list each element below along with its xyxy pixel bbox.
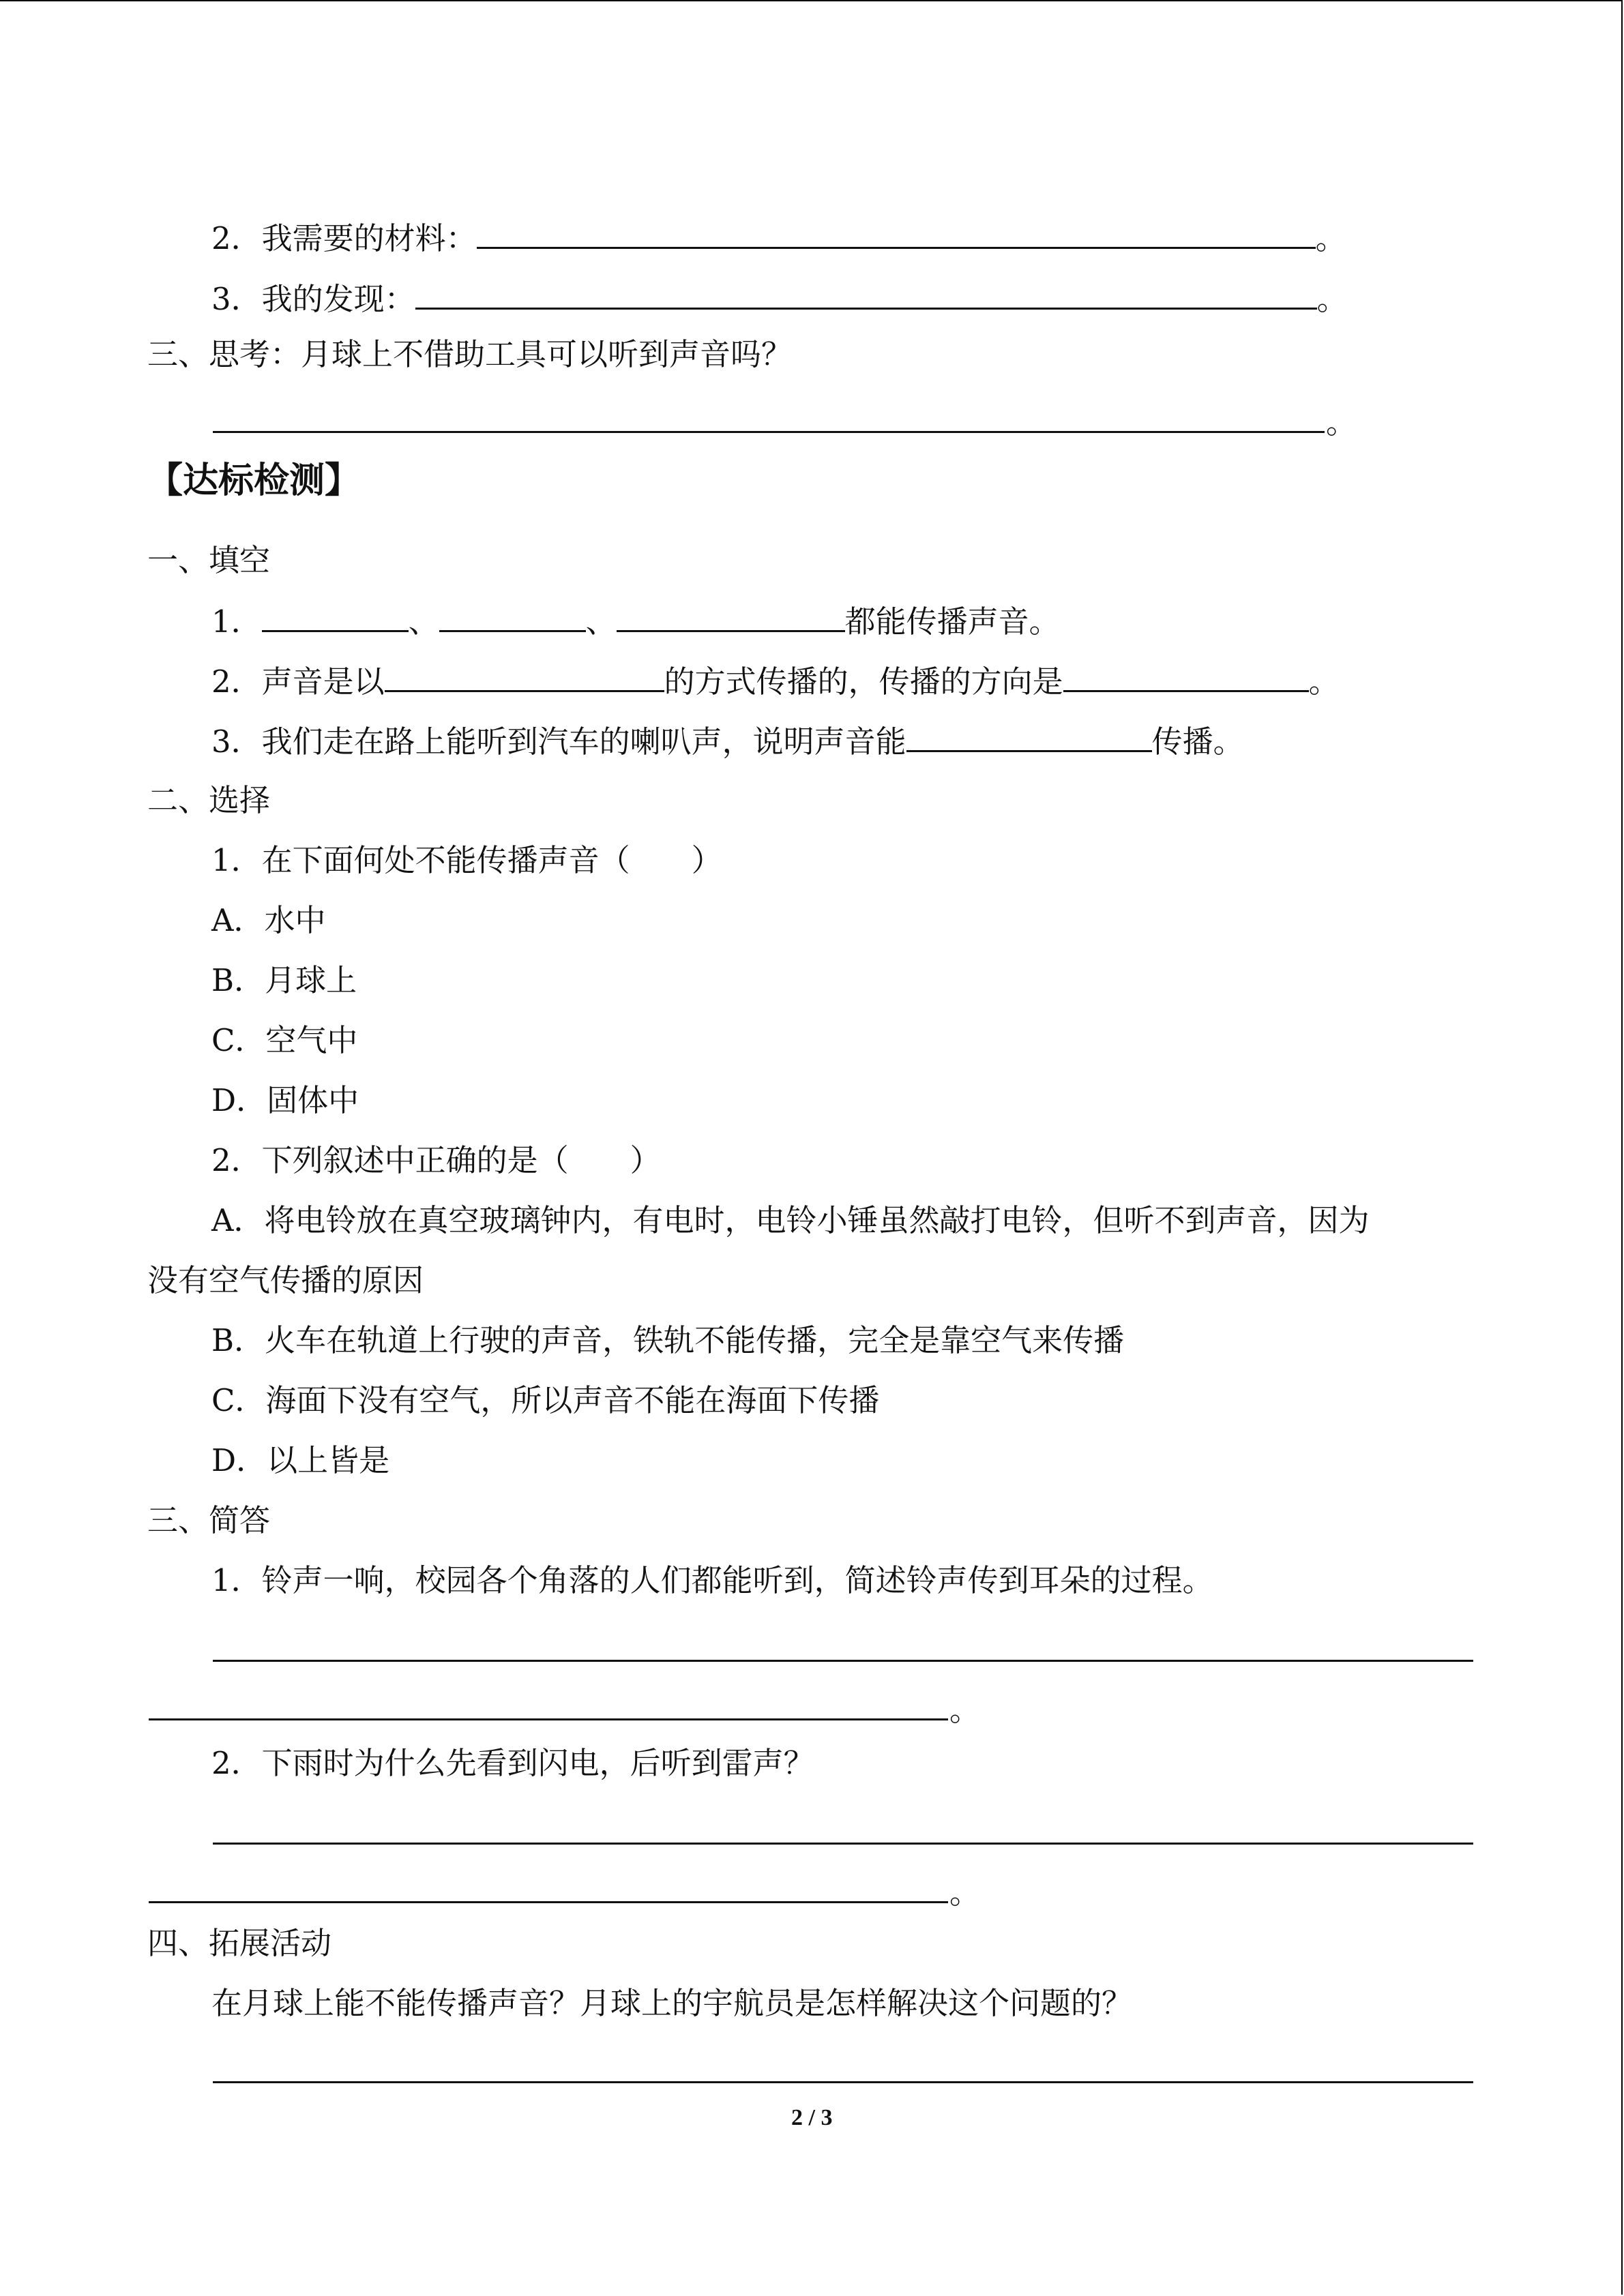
- fill-in-q2-blank-1[interactable]: [385, 660, 664, 692]
- fill-in-q3-blank[interactable]: [906, 720, 1152, 752]
- short-answer-q1: 1．铃声一响，校园各个角落的人们都能听到，简述铃声传到耳朵的过程。: [211, 1562, 1213, 1598]
- fill-in-q1-blank-2[interactable]: [439, 600, 586, 632]
- section-title: 【达标检测】: [147, 460, 361, 501]
- choice-q1-option-d[interactable]: D．固体中: [211, 1082, 359, 1118]
- fill-in-q3: 3．我们走在路上能听到汽车的喇叭声，说明声音能 传播。: [211, 720, 1244, 761]
- short-answer-q2-period: 。: [949, 1875, 981, 1911]
- findings-prompt: 3．我的发现： 。: [211, 278, 1348, 318]
- fill-in-q2-blank-2[interactable]: [1063, 660, 1309, 692]
- fill-in-q1-blank-1[interactable]: [262, 600, 409, 632]
- short-answer-q1-line-1[interactable]: [213, 1660, 1473, 1662]
- short-answer-q2-line-1[interactable]: [213, 1843, 1473, 1845]
- extension-answer-line[interactable]: [213, 2081, 1473, 2083]
- choice-q1-option-a[interactable]: A．水中: [211, 902, 326, 938]
- choice-q2-option-a[interactable]: A．将电铃放在真空玻璃钟内，有电时，电铃小锤虽然敲打电铃，但听不到声音，因为: [211, 1202, 1370, 1238]
- page-number: 2 / 3: [791, 2105, 833, 2130]
- choice-heading: 二、选择: [147, 782, 271, 818]
- choice-q2-option-b[interactable]: B．火车在轨道上行驶的声音，铁轨不能传播，完全是靠空气来传播: [211, 1322, 1125, 1358]
- choice-q2-option-c[interactable]: C．海面下没有空气，所以声音不能在海面下传播: [211, 1382, 880, 1418]
- think-period: 。: [1326, 404, 1357, 441]
- fill-in-heading: 一、填空: [147, 542, 271, 578]
- choice-q1-option-c[interactable]: C．空气中: [211, 1022, 358, 1058]
- extension-heading: 四、拓展活动: [147, 1925, 332, 1961]
- short-answer-q2: 2．下雨时为什么先看到闪电，后听到雷声？: [211, 1745, 814, 1781]
- fill-in-q1-blank-3[interactable]: [617, 600, 845, 632]
- short-answer-q1-period: 。: [949, 1692, 981, 1728]
- materials-answer-blank[interactable]: [477, 217, 1316, 249]
- short-answer-q2-line-2[interactable]: [149, 1901, 948, 1903]
- short-answer-heading: 三、简答: [147, 1502, 271, 1538]
- short-answer-q1-line-2[interactable]: [149, 1718, 948, 1720]
- choice-q2-option-a-continued[interactable]: 没有空气传播的原因: [147, 1262, 424, 1298]
- choice-q1-option-b[interactable]: B．月球上: [211, 962, 357, 998]
- think-answer-line[interactable]: [213, 431, 1325, 433]
- extension-question: 在月球上能不能传播声音？月球上的宇航员是怎样解决这个问题的？: [211, 1985, 1133, 2021]
- think-question: 三、思考：月球上不借助工具可以听到声音吗？: [147, 336, 793, 372]
- choice-q1: 1．在下面何处不能传播声音（ ）: [211, 842, 722, 878]
- materials-prompt: 2．我需要的材料： 。: [211, 217, 1346, 258]
- findings-answer-blank[interactable]: [415, 278, 1317, 310]
- fill-in-q2: 2．声音是以 的方式传播的，传播的方向是 。: [211, 660, 1340, 701]
- choice-q2-option-d[interactable]: D．以上皆是: [211, 1442, 390, 1478]
- choice-q2: 2．下列叙述中正确的是（ ）: [211, 1142, 661, 1178]
- fill-in-q1: 1． 、 、 都能传播声音。: [211, 600, 1060, 641]
